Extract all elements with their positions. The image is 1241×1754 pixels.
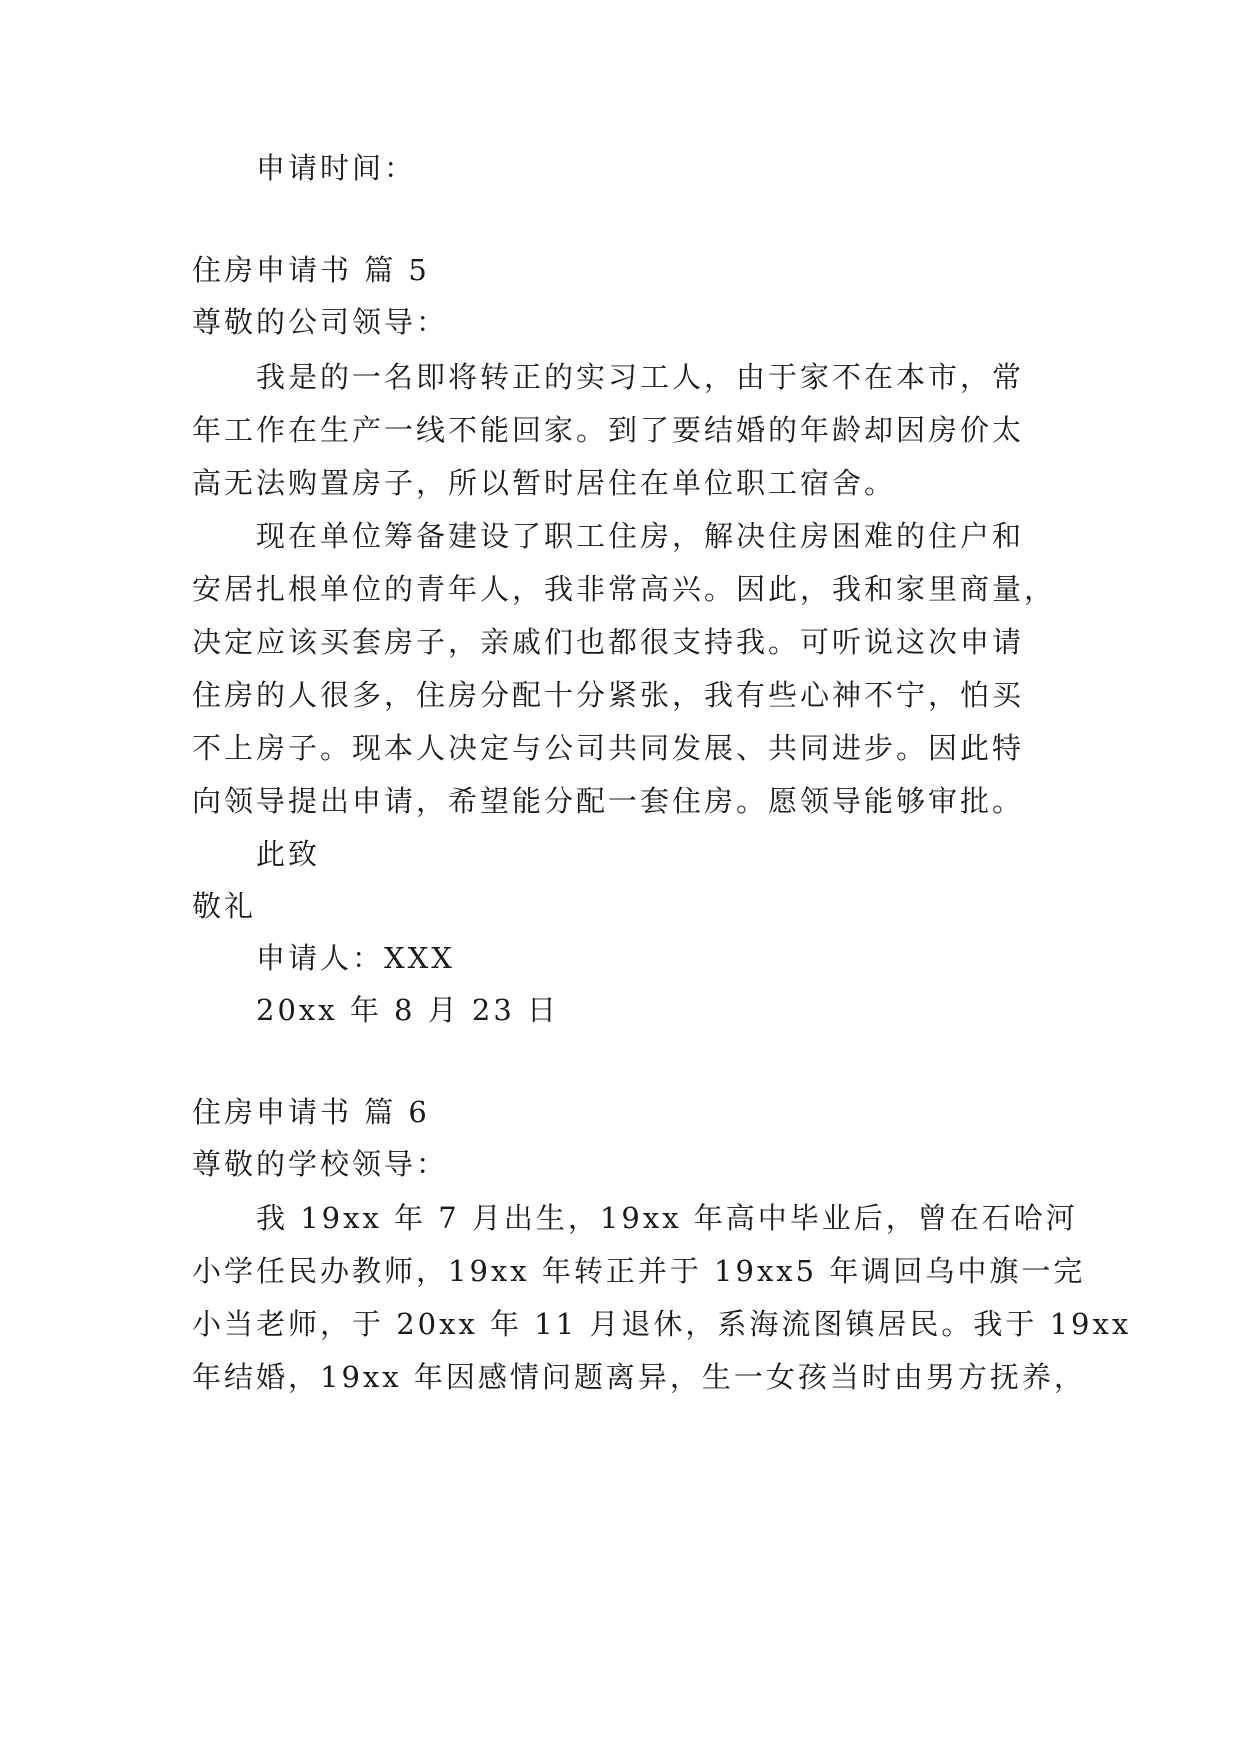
- section5-closing-ci-zhi: 此致: [256, 837, 321, 871]
- section6-p1-line: 小学任民办教师，19xx 年转正并于 19xx5 年调回乌中旗一完: [192, 1254, 1086, 1288]
- section5-date: 20xx 年 8 月 23 日: [256, 993, 560, 1027]
- section5-applicant: 申请人：XXX: [256, 941, 455, 975]
- section5-p2-line: 不上房子。现本人决定与公司共同发展、共同进步。因此特: [192, 731, 1025, 765]
- section5-p1-line: 高无法购置房子，所以暂时居住在单位职工宿舍。: [192, 466, 897, 500]
- section6-p1-line: 我 19xx 年 7 月出生，19xx 年高中毕业后，曾在石哈河: [256, 1201, 1078, 1235]
- apply-time-label: 申请时间：: [256, 151, 417, 185]
- section5-p2-line: 住房的人很多，住房分配十分紧张，我有些心神不宁，怕买: [192, 678, 1025, 712]
- section5-p1-line: 年工作在生产一线不能回家。到了要结婚的年龄却因房价太: [192, 413, 1025, 447]
- section5-p2-line: 决定应该买套房子，亲戚们也都很支持我。可听说这次申请: [192, 625, 1025, 659]
- section5-p1-line: 我是的一名即将转正的实习工人，由于家不在本市，常: [256, 360, 1025, 394]
- section5-p2-line: 安居扎根单位的青年人，我非常高兴。因此，我和家里商量，: [192, 572, 1057, 606]
- section5-closing-jing-li: 敬礼: [192, 889, 257, 923]
- section6-p1-line: 年结婚，19xx 年因感情问题离异，生一女孩当时由男方抚养，: [192, 1360, 1086, 1394]
- section6-title: 住房申请书 篇 6: [192, 1095, 430, 1129]
- section5-salutation: 尊敬的公司领导：: [192, 305, 449, 339]
- section6-p1-line: 小当老师，于 20xx 年 11 月退休，系海流图镇居民。我于 19xx: [192, 1307, 1132, 1341]
- section6-salutation: 尊敬的学校领导：: [192, 1147, 449, 1181]
- section5-p2-line: 向领导提出申请，希望能分配一套住房。愿领导能够审批。: [192, 784, 1025, 818]
- section5-p2-line: 现在单位筹备建设了职工住房，解决住房困难的住户和: [256, 519, 1025, 553]
- section5-title: 住房申请书 篇 5: [192, 253, 430, 287]
